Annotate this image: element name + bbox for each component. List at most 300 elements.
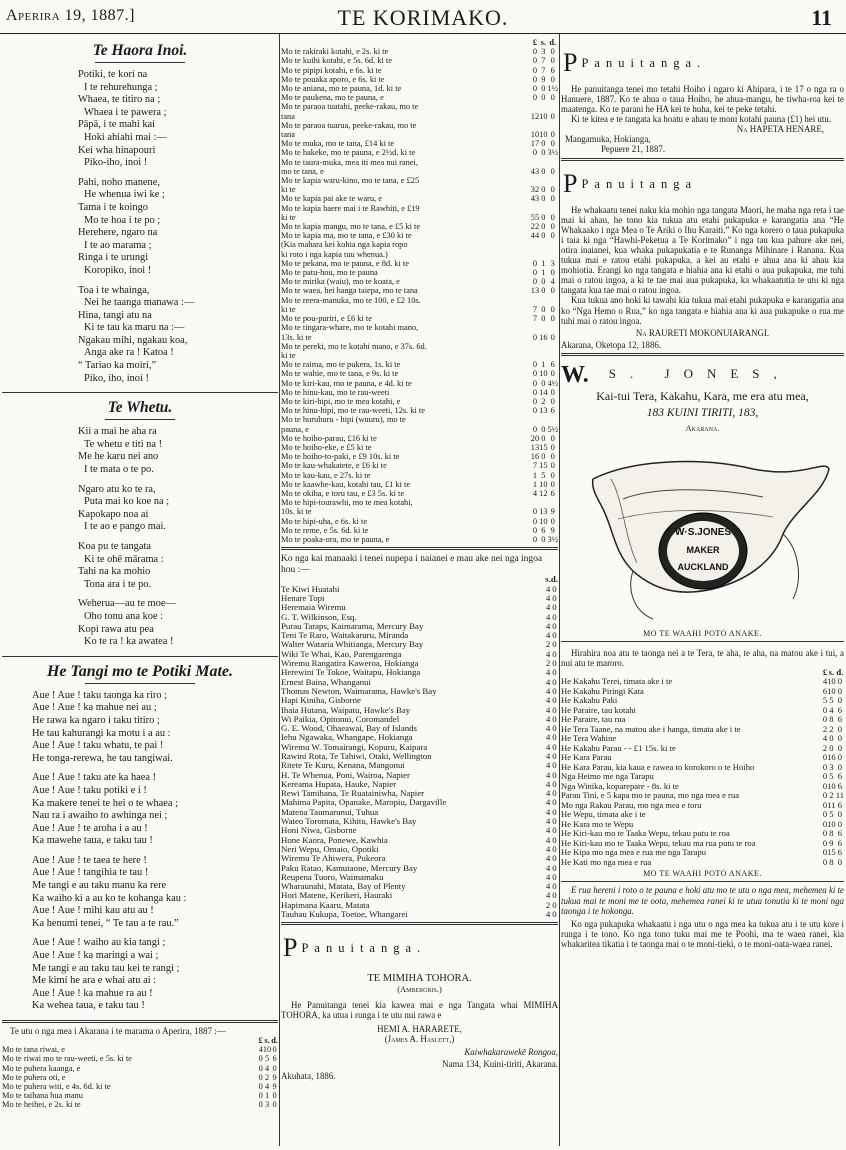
table-row xyxy=(2,1073,278,1082)
row-label: Iehu Ngawaka, Whangape, Hokianga xyxy=(281,733,413,743)
drop-cap: P xyxy=(563,48,578,77)
prices-table xyxy=(281,38,558,544)
table-row xyxy=(561,715,844,725)
poem-line: Aue ! Aue ! taku potiki e i ! xyxy=(32,784,147,796)
row-value: 14 xyxy=(539,387,548,397)
jones-name xyxy=(561,362,844,389)
row-value: 0 xyxy=(550,516,555,526)
row-value: 4 xyxy=(545,891,551,901)
row-value: 0 xyxy=(552,640,557,650)
row-label: Mo te heihei, e 2s. ki te xyxy=(2,1100,81,1110)
row-label: Wateo Toromata, Kihitu, Hawke's Bay xyxy=(281,817,417,827)
stanza xyxy=(78,69,278,170)
row-value: 12 xyxy=(530,111,540,121)
poem-line: Aue ! Aue ! taku ate ka haea ! xyxy=(32,772,157,784)
row-value xyxy=(548,158,558,167)
row-value: 55 xyxy=(530,212,540,222)
row-value: 4 xyxy=(545,761,551,771)
row-label: Nga Heimo me nga Tarapu xyxy=(561,772,654,782)
poem-line: Whaea, te titiro na ; xyxy=(78,94,161,106)
poem-line: Ka wehea taua, e taku tau ! xyxy=(32,1000,145,1012)
row-label: tana xyxy=(281,111,295,121)
row-value xyxy=(531,323,539,332)
row-label: Mo te hakeke, mo te pauna, e 2½d. ki te xyxy=(281,148,416,158)
row-value: 4 xyxy=(258,1045,263,1055)
row-value: 0 xyxy=(258,1054,263,1064)
row-value xyxy=(539,415,547,424)
row-label: (Kia mahara kei kohia nga kapia ropo xyxy=(281,240,408,250)
row-value: 0 xyxy=(552,733,557,743)
row-label: ki te xyxy=(281,304,296,314)
divider xyxy=(561,158,844,161)
row-value: 0 xyxy=(532,360,538,370)
poem-line: Me tangi e au taku tau kei te rangi ; xyxy=(32,962,180,974)
poem-line: Whaea i te pawera ; xyxy=(84,106,167,118)
row-value: 3½ xyxy=(547,148,558,158)
header-date: Aperira 19, 1887.] xyxy=(6,7,136,24)
table-row xyxy=(281,130,558,139)
divider xyxy=(281,547,558,550)
notice1-heading-text: Panuitanga. xyxy=(581,56,707,70)
row-value: 10 xyxy=(827,686,836,696)
table-row xyxy=(281,66,558,75)
table-row xyxy=(281,585,558,594)
table-row xyxy=(281,622,558,631)
row-label: Honi Niwa, Gisborne xyxy=(281,826,357,836)
title-underline xyxy=(95,62,185,63)
poem-line: Ki te ohē mārama : xyxy=(84,553,164,565)
row-label: He Paraire, tau rua xyxy=(561,715,626,725)
row-value: 4 xyxy=(545,733,551,743)
footer-note-2: Ko nga pukapuka whakaatu i nga utu o nga mea ka tukua atu i te utu kore i runga i te tono. Ko nga tono tuku mai me te Poohi, ma te waea ranei, kia whakaritea tikatia i te taonga mai o te moni-tieki, o te moni-oata-waea ranei. xyxy=(561,918,844,949)
notice2-heading-text: Panuitanga xyxy=(581,176,698,191)
row-value: 0 xyxy=(822,810,828,820)
row-value: 4 xyxy=(532,488,538,498)
poem2 xyxy=(2,426,278,649)
column-header: £ xyxy=(822,667,828,677)
row-value: 0 xyxy=(541,222,546,232)
row-label: Wiremu Rangatira Kaweroa, Hokianga xyxy=(281,659,419,669)
row-label: Mo te hoiho-parau, £16 ki te xyxy=(281,433,377,443)
row-value: 44 xyxy=(530,231,540,241)
footer-note-1: E rua hereni i roto o te pauna e hoki atu mo te utu o nga mea, mehemea ki te tukua mai te moni me te oota, mehemea ranei ki te utua tonutia ki te moni nga taonga i te hokonga. xyxy=(561,885,844,916)
row-label: Mo te pouaka aporo, e 6s. ki te xyxy=(281,74,385,84)
row-value xyxy=(539,342,547,351)
row-value xyxy=(539,250,547,259)
row-label: G. E. Wood, Ohaeawai, Bay of Islands xyxy=(281,724,417,734)
row-label: Mo te hipi-uha, e 6s. ki te xyxy=(281,516,368,526)
stanza xyxy=(78,285,278,386)
row-value: 3 xyxy=(541,47,546,57)
row-label: Nga Winika, koparepare - 8s. ki te xyxy=(561,781,679,791)
row-label: Mo te paraoa tuarua, peeke-rakau, mo te xyxy=(281,120,417,130)
table-row xyxy=(281,452,558,461)
row-value: 0 xyxy=(550,452,555,462)
poem-line: Aue ! Aue ! taku whatu, te pai ! xyxy=(32,740,164,752)
row-value: 0 xyxy=(552,705,557,715)
table-row xyxy=(281,873,558,882)
poem-line: Ngaro atu ko te ra, xyxy=(78,483,156,495)
row-label: Wi Paikia, Opitonui, Coromandel xyxy=(281,714,400,724)
market-table xyxy=(2,1036,278,1110)
row-value: 0 xyxy=(552,686,557,696)
notice1-heading xyxy=(563,48,844,78)
row-value: 0 xyxy=(541,194,546,204)
table-row xyxy=(281,351,558,360)
row-label: Ihaia Hutana, Waipatu, Hawke's Bay xyxy=(281,705,411,715)
row-value: 0 xyxy=(272,1045,277,1055)
poem-line: Kopi rawa atu pea xyxy=(78,623,154,635)
column-rule-2 xyxy=(559,34,560,1146)
table-row xyxy=(2,1091,278,1100)
row-value: 4 xyxy=(545,705,551,715)
row-value: 4 xyxy=(545,752,551,761)
row-label: Ritete Te Kuru, Kenana, Mangonui xyxy=(281,761,405,771)
row-label: Ernest Baina, Whanganui xyxy=(281,677,371,687)
table-row xyxy=(281,148,558,157)
row-value: 5 xyxy=(829,696,834,706)
stanza xyxy=(78,541,278,591)
row-label: Mo te pou-puriri, e £6 ki te xyxy=(281,314,372,324)
row-value: 0 xyxy=(532,424,538,434)
row-value: 3 xyxy=(264,1100,270,1110)
row-label: Mo te taura-muka, mea iti mea nui ranei, xyxy=(281,157,418,167)
row-value: 4 xyxy=(545,612,551,622)
row-label: Wiki Te Whai, Kao, Parengarenga xyxy=(281,649,402,659)
row-value xyxy=(531,351,539,360)
row-label: Mo te tingara-whare, mo te kotahi mano, xyxy=(281,323,419,333)
row-value: 13 xyxy=(539,507,548,517)
table-row xyxy=(2,1064,278,1073)
jones-surname: S. JONES, xyxy=(608,365,791,381)
row-label: Mo te kapia mangu, mo te tana, e £5 ki te xyxy=(281,222,421,232)
row-value: 0 xyxy=(532,406,538,416)
row-label: Mo te kau-whakatete, e £6 ki te xyxy=(281,461,387,471)
row-label: Mo te hinu-kau, mo te rau-weeti xyxy=(281,387,390,397)
table-row xyxy=(561,782,844,792)
table-row xyxy=(561,753,844,763)
poem-line: He rawa ka ngaro i taku titiro ; xyxy=(32,714,160,726)
table-row xyxy=(281,176,558,185)
row-value: 9 xyxy=(272,1072,277,1082)
table-row xyxy=(281,882,558,891)
row-value: 4 xyxy=(545,696,551,706)
row-value: 5 xyxy=(822,696,828,706)
row-value xyxy=(531,498,539,507)
row-value: 0 xyxy=(822,848,828,858)
row-label: He Tera Wahine xyxy=(561,734,617,744)
row-label: Mo te reera-manuka, mo te 100, e £2 10s. xyxy=(281,295,421,305)
row-value xyxy=(548,250,558,259)
row-value: 4 xyxy=(545,770,551,780)
table-row xyxy=(281,84,558,93)
row-value: 0 xyxy=(837,696,842,706)
row-value: 4 xyxy=(545,631,551,641)
table-row xyxy=(281,603,558,612)
table-row xyxy=(281,706,558,715)
column-header: d. xyxy=(271,1036,278,1045)
row-value: 0 xyxy=(550,185,555,195)
row-value: 0 xyxy=(272,1100,277,1110)
row-label: Paku Ratao, Kamutaone, Mercury Bay xyxy=(281,863,418,873)
column-header: d. xyxy=(550,575,558,585)
column-header: s. xyxy=(545,575,551,585)
table-row xyxy=(281,489,558,498)
table-row xyxy=(281,471,558,480)
row-label: ki te xyxy=(281,212,296,222)
row-value: 0 xyxy=(829,743,834,753)
row-value: 7 xyxy=(532,314,538,324)
poem-line: I te ao marama ; xyxy=(84,239,152,251)
row-value: 9 xyxy=(550,507,555,517)
jones-city: Akarana. xyxy=(685,422,720,433)
table-row xyxy=(561,687,844,697)
table-row xyxy=(281,498,558,507)
row-value: 13 xyxy=(539,406,548,416)
poem-line: He whenua iwi ke ; xyxy=(84,189,165,201)
poem-line: Kei wha hinapouri xyxy=(78,144,156,156)
row-label: Henare Topi xyxy=(281,593,325,603)
row-value: 0 xyxy=(550,47,555,57)
table-row xyxy=(281,204,558,213)
row-value: 0 xyxy=(822,829,828,839)
row-label: Mo te hoiho-to-paki, e £9 10s. ki te xyxy=(281,452,400,462)
row-label: He Kiri-kau mo te Taaka Wepu, tekau ma rua putu te roa xyxy=(561,838,756,848)
title-underline xyxy=(85,683,195,684)
poem-line: Aue ! Aue ! te taea te here ! xyxy=(32,854,147,866)
row-value: 2 xyxy=(545,640,551,650)
row-label: Te Kiwi Huatahi xyxy=(281,584,340,594)
poem-line: Aue ! Aue ! te aroha i a au ! xyxy=(32,822,148,834)
row-label: ki te xyxy=(281,185,296,195)
row-value: 4 xyxy=(545,621,551,631)
row-value: 0 xyxy=(552,696,557,706)
row-value: 0 xyxy=(552,752,557,761)
row-value: 0 xyxy=(541,212,546,222)
row-value: 0 xyxy=(552,659,557,669)
row-value: 0 xyxy=(541,304,546,314)
row-value: 6 xyxy=(550,488,555,498)
row-value: 0 xyxy=(550,369,555,379)
row-value: 6 xyxy=(550,65,555,75)
drop-cap: P xyxy=(563,168,578,198)
poem-line: Aue ! Aue ! ka mahue nei au ; xyxy=(32,702,157,714)
stamp-line-1: W·S.JONES xyxy=(674,526,731,538)
row-value: 4 xyxy=(545,882,551,892)
row-value: 0 xyxy=(550,268,555,278)
row-value xyxy=(548,121,558,130)
row-value: 0 xyxy=(550,286,555,296)
stanza xyxy=(78,484,278,534)
row-value: 0 xyxy=(550,56,555,66)
row-value: 0 xyxy=(837,677,842,687)
row-value: 12 xyxy=(539,488,548,498)
row-value: 4 xyxy=(545,844,551,854)
table-row xyxy=(281,213,558,222)
row-value: 5 xyxy=(829,810,834,820)
poem-line: I te mata o te po. xyxy=(84,464,154,476)
row-value: 0 xyxy=(258,1091,263,1101)
poem-line: Me tangi e au taku manu ka rere xyxy=(32,880,167,892)
poem-line: Kii a mai he aha ra xyxy=(78,426,157,438)
row-value: 0 xyxy=(550,212,555,222)
column-1 xyxy=(2,38,278,1110)
row-value: 6 xyxy=(837,705,842,715)
row-value: 0 xyxy=(837,810,842,820)
table-row xyxy=(281,678,558,687)
table-row xyxy=(281,286,558,295)
row-value: 0 xyxy=(541,314,546,324)
saddle-illustration xyxy=(563,439,843,629)
row-value: 0 xyxy=(541,433,546,443)
row-value xyxy=(531,176,539,185)
notice-body: He Panuitanga tenei kia kawea mai e nga Tangata whai MIMIHA TOHORA, ka utua i runga i te utu nui rawa e xyxy=(281,1000,558,1021)
row-value: 0 xyxy=(822,857,828,867)
row-value: 0 xyxy=(550,304,555,314)
table-row xyxy=(561,706,844,716)
row-value: 2 xyxy=(545,659,551,669)
row-value xyxy=(548,204,558,213)
row-label: Mo te pipipi kotahi, e 6s. ki te xyxy=(281,65,382,75)
notice-heading-text: Panuitanga. xyxy=(301,941,427,956)
poem1-title: Te Haora Inoi. xyxy=(92,42,188,59)
row-value: 10 xyxy=(539,369,548,379)
row-value: 0 xyxy=(541,452,546,462)
row-value: 0 xyxy=(550,194,555,204)
row-label: He Kara mo te Wepu xyxy=(561,819,634,829)
table-row xyxy=(281,47,558,56)
notice-subtitle: TE MIMIHA TOHORA. xyxy=(367,973,472,985)
stanza xyxy=(32,937,278,1013)
table-row xyxy=(2,1082,278,1091)
row-value: 0 xyxy=(550,442,555,452)
table-row xyxy=(561,734,844,744)
row-value: 0 xyxy=(550,231,555,241)
poem2-title: Te Whetu. xyxy=(107,399,173,417)
row-label: Wharaunahi, Matata, Bay of Plenty xyxy=(281,882,406,892)
table-row xyxy=(561,763,844,773)
row-value: 0 xyxy=(822,791,828,801)
row-value: 0 xyxy=(532,47,538,57)
row-value xyxy=(539,158,547,167)
poem-line: Tahi na ka mohio xyxy=(78,566,151,578)
row-value: 4 xyxy=(545,826,551,836)
row-value: 0 xyxy=(541,378,546,388)
row-value: 4 xyxy=(545,677,551,687)
row-label: Mo te tana riwai, e xyxy=(2,1045,66,1055)
row-value xyxy=(548,102,558,111)
row-value: 4½ xyxy=(547,378,558,388)
row-value: 15 xyxy=(827,848,836,858)
header-spacer xyxy=(2,1036,259,1045)
row-value: 0 xyxy=(837,762,842,772)
table-row xyxy=(561,820,844,830)
notice2-signature: Na RAURETI MOKONUIARANGI. xyxy=(635,327,770,338)
table-row xyxy=(2,1045,278,1054)
row-value: 0 xyxy=(532,65,538,75)
subs-intro: Ko nga kai manaaki i tenei nupepa i naianei e mau ake nei nga ingoa hou :— xyxy=(281,554,543,575)
row-value: 0 xyxy=(552,668,557,678)
row-value: 16 xyxy=(530,452,540,462)
table-row xyxy=(281,891,558,900)
row-value: 5 xyxy=(541,470,546,480)
row-value: 4 xyxy=(545,863,551,873)
poem-line: Herehere, ngaro na xyxy=(78,227,158,239)
table-row xyxy=(281,240,558,249)
row-value: 43 xyxy=(530,166,540,176)
row-label: Rewi Tamihana, Te Ruatainiwha, Napier xyxy=(281,789,425,799)
row-label: Parau Tini, e 5 kapa mo te pauna, mo nga mea e rua xyxy=(561,791,740,801)
row-value: 0 xyxy=(541,148,546,158)
row-value: 0 xyxy=(552,817,557,827)
row-label: G. T. Wilkinson, Esq. xyxy=(281,612,357,622)
row-value: 4 xyxy=(545,789,551,799)
row-value: 2 xyxy=(264,1072,270,1082)
notice-address: Nama 134, Kuini-tiriti, Akarana. xyxy=(442,1058,558,1069)
row-value: 7 xyxy=(541,65,546,75)
row-label: He Kakahu Parau - - £1 15s. ki te xyxy=(561,743,676,753)
row-value: 0 xyxy=(552,789,557,799)
row-value xyxy=(548,240,558,249)
poem-line: Tona ara i te po. xyxy=(84,578,152,590)
row-value: 4 xyxy=(545,714,551,724)
notice1-body: He panuitanga tenei mo tetahi Hoiho i ngaro ki Ahipara, i te 17 o nga ra o Hanuere, 1887. Ko te ahua o taua Hoiho, he ahua-mangu, he tiwha-roa kei te maatenga. Ko te parani he HA kei te huha, kei te peke tetahi. xyxy=(561,84,844,115)
row-value xyxy=(531,250,539,259)
row-value xyxy=(539,176,547,185)
row-value: 0 xyxy=(532,148,538,158)
column-header: s. xyxy=(828,667,835,677)
row-label: Hapi Kiniha, Gisborne xyxy=(281,696,361,706)
row-value: 4 xyxy=(545,603,551,613)
poem-line: Koropiko, inoi ! xyxy=(84,264,152,276)
row-label: Walter Wataria Whitianga, Mercury Bay xyxy=(281,640,424,650)
table-row xyxy=(281,231,558,240)
row-label: mo te tana, e xyxy=(281,166,324,176)
row-value: 4 xyxy=(829,705,834,715)
row-label: Mo te taihana hua manu xyxy=(2,1091,83,1101)
poem-line: Me kimi he ara e whai atu ai : xyxy=(32,975,157,987)
row-value: 0 xyxy=(552,612,557,622)
row-value: 0 xyxy=(541,166,546,176)
row-value xyxy=(548,323,558,332)
row-label: He Kipa mo nga mea e rua me nga Tarapu xyxy=(561,848,707,858)
poem1 xyxy=(2,69,278,385)
table-row xyxy=(281,640,558,649)
table-row xyxy=(2,1100,278,1109)
row-value: 0 xyxy=(541,231,546,241)
row-value xyxy=(548,296,558,305)
row-value: 0 xyxy=(552,882,557,892)
row-value: 4 xyxy=(545,742,551,752)
row-label: ki te xyxy=(281,350,296,360)
table-row xyxy=(281,379,558,388)
poem-line: Pahi, noho manene, xyxy=(78,176,160,188)
table-row xyxy=(561,801,844,811)
row-value: 0 xyxy=(550,470,555,480)
poem-line: Ki te tau ka maru na :— xyxy=(84,322,185,334)
subscribers-table xyxy=(281,575,558,919)
row-value: 13 xyxy=(530,286,540,296)
row-label: Mahima Papita, Opanake, Maropiu, Dargaville xyxy=(281,798,447,808)
poem-line: I te rehurehunga ; xyxy=(84,81,158,93)
row-label: Mo te pekana, mo te pauna, e 8d. ki te xyxy=(281,258,409,268)
row-value: 6 xyxy=(837,838,842,848)
row-value: 9 xyxy=(550,525,555,535)
row-value: 0 xyxy=(552,584,557,594)
row-label: ki roto i nga kapia tuu whenua.) xyxy=(281,249,388,259)
row-value: 0 xyxy=(541,286,546,296)
table-row xyxy=(2,1054,278,1063)
